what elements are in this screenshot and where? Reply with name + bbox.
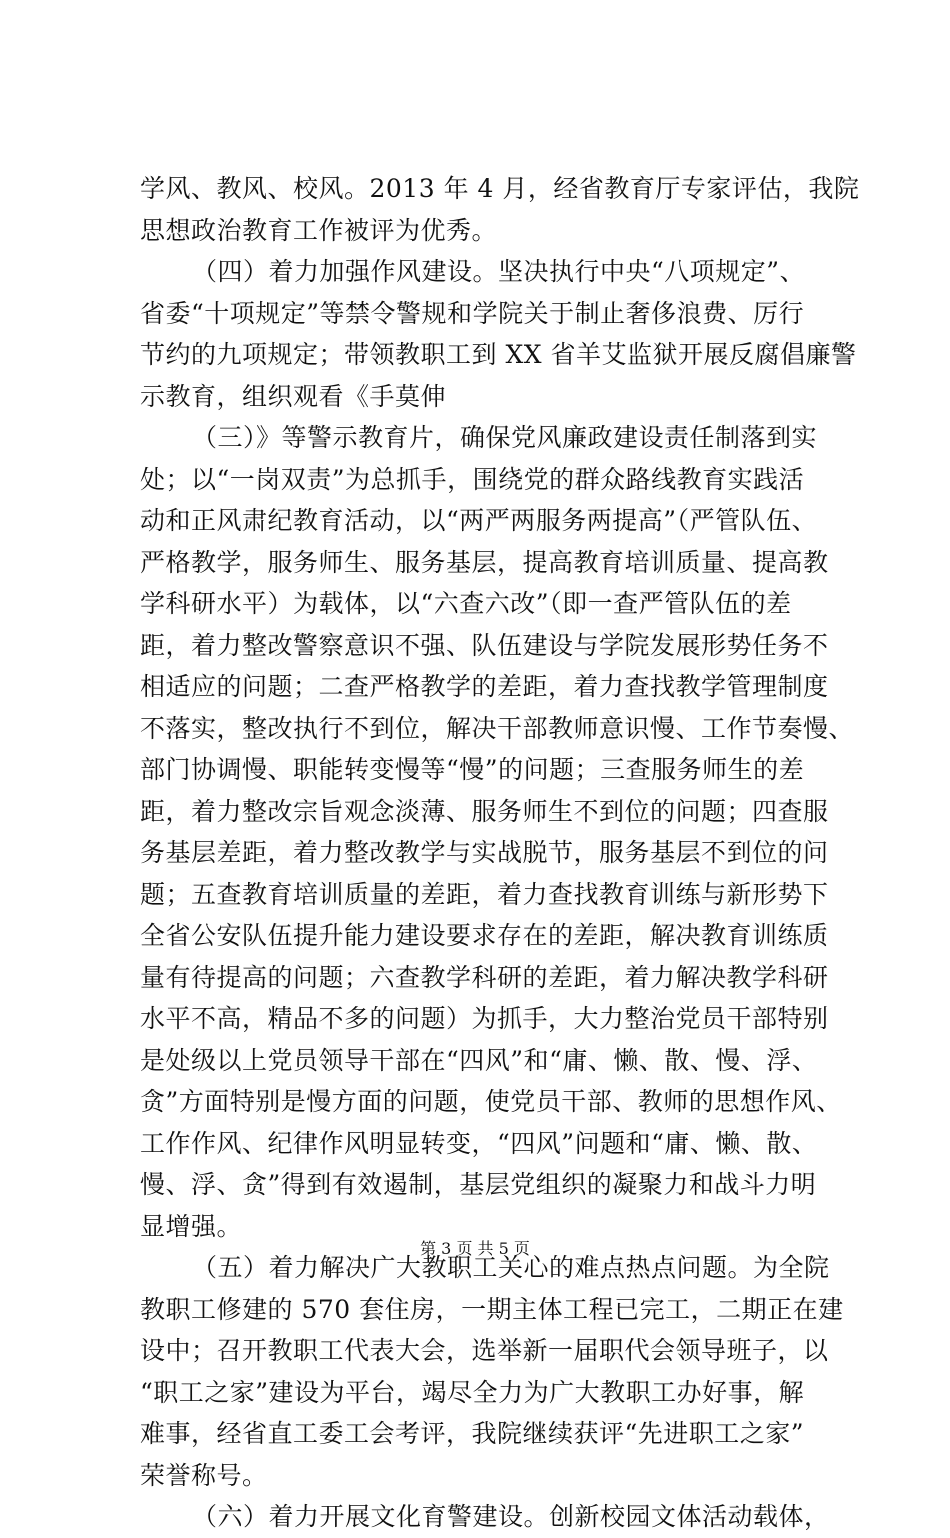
- text-line: 水平不高，精品不多的问题）为抓手，大力整治党员干部特别: [140, 1004, 829, 1033]
- text-line: 相适应的问题；二查严格教学的差距，着力查找教学管理制度: [140, 672, 829, 701]
- text-line: （五）着力解决广大教职工关心的难点热点问题。为全院: [192, 1253, 830, 1282]
- text-line: 荣誉称号。: [140, 1460, 268, 1490]
- text-line: 贪”方面特别是慢方面的问题，使党员干部、教师的思想作风、: [140, 1087, 842, 1116]
- text-line: 难事，经省直工委工会考评，我院继续获评“先进职工之家”: [140, 1419, 805, 1448]
- text-line: 学科研水平）为载体，以“六查六改”（即一查严管队伍的差: [140, 589, 792, 618]
- text-line: 务基层差距，着力整改教学与实战脱节，服务基层不到位的问: [140, 838, 829, 867]
- text-line: 是处级以上党员领导干部在“四风”和“庸、懒、散、慢、浮、: [140, 1045, 818, 1075]
- text-line: 工作作风、纪律作风明显转变，“四风”问题和“庸、懒、散、: [140, 1128, 818, 1158]
- text-line: 示教育，组织观看《手莫伸: [140, 381, 447, 411]
- text-line: 设中；召开教职工代表大会，选举新一届职代会领导班子，以: [140, 1336, 829, 1365]
- text-line: 省委“十项规定”等禁令警规和学院关于制止奢侈浪费、厉行: [140, 298, 805, 328]
- text-line: 学风、教风、校风。2013 年 4 月，经省教育厅专家评估，我院: [140, 174, 860, 203]
- text-line: 显增强。: [140, 1211, 243, 1241]
- text-line: （六）着力开展文化育警建设。创新校园文体活动载体，: [192, 1502, 830, 1531]
- text-line: 部门协调慢、职能转变慢等“慢”的问题；三查服务师生的差: [140, 755, 805, 784]
- text-line: 不落实，整改执行不到位，解决干部教师意识慢、工作节奏慢、: [140, 713, 855, 743]
- text-line: “职工之家”建设为平台，竭尽全力为广大教职工办好事，解: [140, 1377, 805, 1407]
- text-line: 量有待提高的问题；六查教学科研的差距，着力解决教学科研: [140, 962, 829, 992]
- text-line: 距，着力整改宗旨观念淡薄、服务师生不到位的问题；四查服: [140, 796, 829, 826]
- text-line: 题；五查教育培训质量的差距，着力查找教育训练与新形势下: [140, 879, 829, 909]
- text-line: 处；以“一岗双责”为总抓手，围绕党的群众路线教育实践活: [140, 464, 805, 494]
- text-line: 动和正风肃纪教育活动，以“两严两服务两提高”（严管队伍、: [140, 506, 818, 535]
- page-footer: 第 3 页 共 5 页: [420, 1239, 530, 1258]
- text-line: 教职工修建的 570 套住房，一期主体工程已完工，二期正在建: [140, 1294, 844, 1324]
- text-line: 节约的九项规定；带领教职工到 XX 省羊艾监狱开展反腐倡廉警: [140, 340, 857, 369]
- document-body: [140, 168, 860, 1538]
- text-line: （四）着力加强作风建设。坚决执行中央“八项规定”、: [192, 257, 806, 286]
- text-line: 全省公安队伍提升能力建设要求存在的差距，解决教育训练质: [140, 921, 829, 950]
- text-line: 严格教学，服务师生、服务基层，提高教育培训质量、提高教: [140, 547, 829, 577]
- text-line: 慢、浮、贪”得到有效遏制，基层党组织的凝聚力和战斗力明: [140, 1170, 817, 1199]
- text-line: （三）》等警示教育片，确保党风廉政建设责任制落到实: [192, 423, 818, 452]
- text-line: 思想政治教育工作被评为优秀。: [140, 215, 498, 245]
- text-line: 距，着力整改警察意识不强、队伍建设与学院发展形势任务不: [140, 630, 829, 660]
